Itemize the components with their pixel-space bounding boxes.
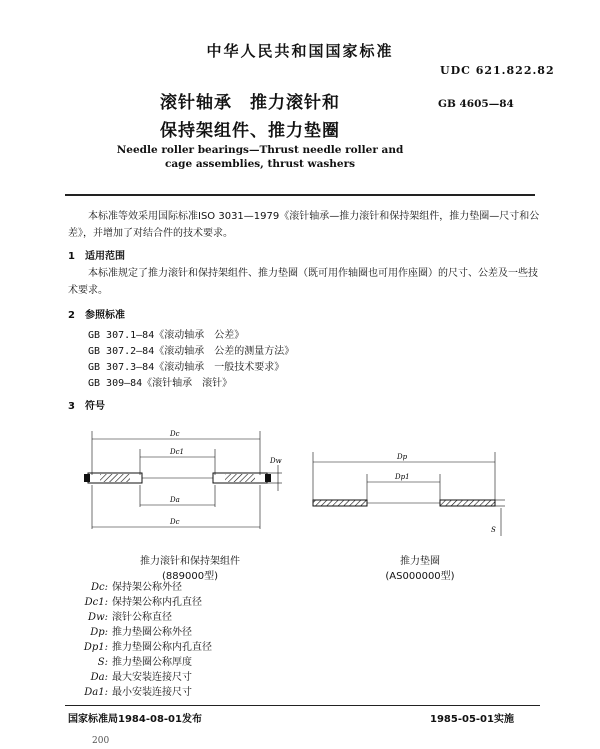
ref-item: GB 309—84《滚针轴承 滚针》	[88, 378, 233, 389]
symbol-row: Dc: 保持架公称外径	[91, 582, 182, 593]
right-figure-caption: 推力垫圈	[400, 556, 440, 567]
ref-item: GB 307.2—84《滚动轴承 公差的测量方法》	[88, 346, 295, 357]
dim-label: S	[491, 526, 496, 534]
title-en-line2: cage assemblies, thrust washers	[164, 158, 356, 170]
ref-item: GB 307.3—84《滚动轴承 一般技术要求》	[88, 362, 285, 373]
dim-label: Dc1	[170, 448, 184, 456]
symbols-heading: 3 符号	[68, 401, 105, 412]
national-standard-heading: 中华人民共和国国家标准	[206, 42, 394, 60]
title-cn-line2: 保持架组件、推力垫圈	[160, 121, 340, 141]
left-figure-caption: 推力滚针和保持架组件	[140, 556, 240, 567]
thrust-washer-drawing	[305, 448, 505, 540]
dim-label: Dp	[397, 453, 408, 461]
intro-paragraph: 本标准等效采用国际标准ISO 3031—1979《滚针轴承—推力滚针和保持架组件，推力垫圈—尺寸和公差》，并增加了对结合件的技术要求。	[68, 211, 540, 239]
scope-paragraph: 本标准规定了推力滚针和保持架组件、推力垫圈（既可用作轴圈也可用作座圈）的尺寸、公差及一些技术要求。	[68, 268, 538, 296]
cage-assembly-drawing	[70, 425, 285, 545]
dim-label: Dp1	[395, 473, 410, 481]
implementation-date: 1985-05-01实施	[430, 714, 514, 725]
symbol-row: S: 推力垫圈公称厚度	[97, 657, 192, 668]
issue-date: 国家标准局1984-08-01发布	[68, 714, 202, 725]
symbol-row: Da1: 最小安装连接尺寸	[84, 687, 192, 698]
symbol-row: Dp1: 推力垫圈公称内孔直径	[83, 642, 212, 653]
gb-code: GB 4605—84	[438, 98, 514, 110]
udc-code: UDC 621.822.82	[440, 64, 555, 77]
symbol-row: Dw: 滚针公称直径	[88, 612, 172, 623]
left-figure-type: (889000型)	[162, 571, 218, 582]
dim-label: Dc	[170, 518, 180, 526]
dim-label: Dc	[170, 430, 180, 438]
header-divider	[65, 194, 535, 196]
page-number: 200	[92, 736, 110, 746]
ref-item: GB 307.1—84《滚动轴承 公差》	[88, 330, 245, 341]
refs-heading: 2 参照标准	[68, 310, 125, 321]
scope-heading: 1 适用范围	[68, 251, 125, 262]
symbol-row: Dc1: 保持架公称内孔直径	[84, 597, 202, 608]
footer-divider	[65, 705, 540, 706]
symbol-row: Da: 最大安装连接尺寸	[90, 672, 192, 683]
right-figure-type: (AS000000型)	[385, 571, 455, 582]
dim-label: Da	[170, 496, 180, 504]
dim-label: Dw	[270, 457, 282, 465]
title-en-line1: Needle roller bearings—Thrust needle roller and	[116, 144, 404, 156]
symbol-row: Dp: 推力垫圈公称外径	[90, 627, 192, 638]
title-cn-line1: 滚针轴承 推力滚针和	[160, 93, 340, 113]
